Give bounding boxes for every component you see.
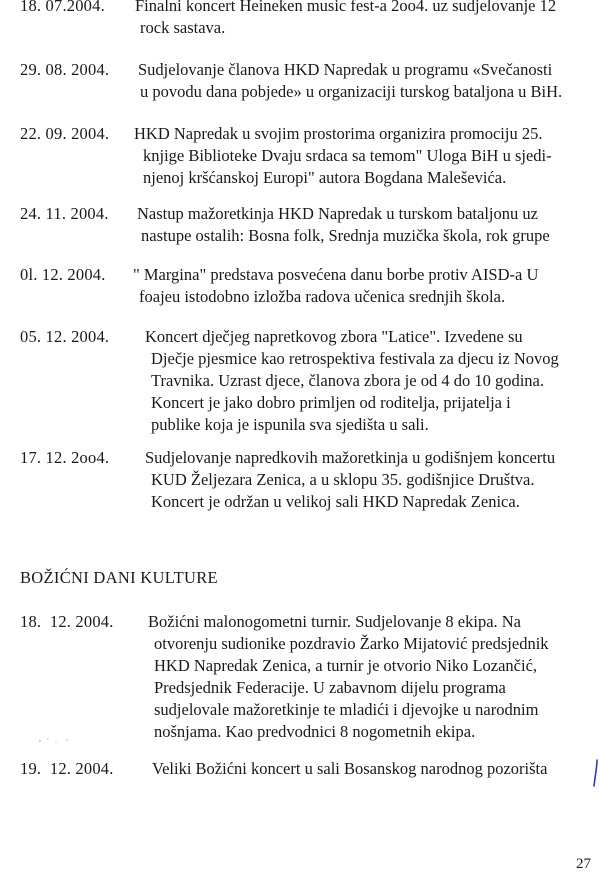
entry-line: Sudjelovanje članova HKD Napredak u programu «Svečanosti bbox=[138, 60, 553, 79]
page-number: 27 bbox=[576, 856, 591, 872]
entry-text bbox=[138, 59, 562, 103]
entry-line: Finalni koncert Heineken music fest-a 2oo4. uz sudjelovanje 12 bbox=[135, 0, 557, 15]
entry-line: otvorenju sudionike pozdravio Žarko Mijatović predsjednik bbox=[154, 634, 549, 653]
entry-date: 24. 11. 2004. bbox=[20, 204, 109, 223]
entry-line: rock sastava. bbox=[140, 18, 226, 37]
entry-text bbox=[145, 447, 555, 513]
entry-line: knjige Biblioteke Dvaju srdaca sa temom" Uloga BiH u sjedi- bbox=[143, 146, 552, 165]
entry-line: nošnjama. Kao predvodnici 8 nogometnih ekipa. bbox=[154, 722, 476, 741]
entry-date: 29. 08. 2004. bbox=[20, 60, 110, 79]
entry-line: Sudjelovanje napredkovih mažoretkinja u godišnjem koncertu bbox=[145, 448, 556, 467]
entry-text bbox=[134, 123, 552, 189]
entry-line: Božićni malonogometni turnir. Sudjelovanje 8 ekipa. Na bbox=[148, 612, 522, 631]
entry-text bbox=[135, 0, 556, 39]
entry-line: HKD Napredak u svojim prostorima organizira promociju 25. bbox=[134, 124, 543, 143]
entry-date: 05. 12. 2004. bbox=[20, 327, 110, 346]
entry-date: 0l. 12. 2004. bbox=[20, 265, 106, 284]
pen-mark-icon bbox=[592, 758, 600, 788]
entry-line: foajeu istodobno izložba radova učenica srednjih škola. bbox=[139, 287, 506, 306]
entry-line: HKD Napredak Zenica, a turnir je otvorio Niko Lozančić, bbox=[154, 656, 538, 675]
entry-line: Koncert je održan u velikoj sali HKD Napredak Zenica. bbox=[151, 492, 520, 511]
entry-line: njenoj kršćanskoj Europi" autora Bogdana Maleševića. bbox=[143, 168, 507, 187]
entry-line: " Margina" predstava posvećena danu borbe protiv AISD-a U bbox=[133, 265, 539, 284]
entry-text bbox=[145, 326, 559, 436]
entry-line: publike koja je ispunila sva sjedišta u sali. bbox=[151, 415, 429, 434]
entry-date: 18. 07.2004. bbox=[20, 0, 105, 15]
entry-line: Veliki Božićni koncert u sali Bosanskog narodnog pozorišta bbox=[152, 759, 548, 778]
entry-line: Koncert dječjeg napretkovog zbora "Latice". Izvedene su bbox=[145, 327, 523, 346]
entry-date: 18. 12. 2004. bbox=[20, 612, 114, 631]
entry-line: Koncert je jako dobro primljen od roditelja, prijatelja i bbox=[151, 393, 511, 412]
entry-line: Predsjednik Federacije. U zabavnom dijelu programa bbox=[154, 678, 506, 697]
entry-text bbox=[152, 758, 547, 780]
entry-text bbox=[148, 611, 549, 743]
section-title: BOŽIĆNI DANI KULTURE bbox=[20, 568, 218, 587]
entry-line: Dječje pjesmice kao retrospektiva festivala za djecu iz Novog bbox=[151, 349, 559, 368]
entry-text bbox=[137, 203, 550, 247]
entry-date: 17. 12. 2oo4. bbox=[20, 448, 110, 467]
entry-line: Nastup mažoretkinja HKD Napredak u turskom bataljonu uz bbox=[137, 204, 538, 223]
entry-text bbox=[133, 264, 538, 308]
entry-line: nastupe ostalih: Bosna folk, Srednja muzička škola, rok grupe bbox=[141, 226, 550, 245]
entry-line: u povodu dana pobjede» u organizaciji turskog bataljona u BiH. bbox=[140, 82, 563, 101]
entry-date: 19. 12. 2004. bbox=[20, 759, 114, 778]
scan-smudge bbox=[36, 734, 76, 746]
entry-date: 22. 09. 2004. bbox=[20, 124, 110, 143]
entry-line: sudjelovale mažoretkinje te mladići i djevojke u narodnim bbox=[154, 700, 539, 719]
entry-line: Travnika. Uzrast djece, članova zbora je od 4 do 10 godina. bbox=[151, 371, 544, 390]
entry-line: KUD Željezara Zenica, a u sklopu 35. godišnjice Društva. bbox=[151, 470, 535, 489]
